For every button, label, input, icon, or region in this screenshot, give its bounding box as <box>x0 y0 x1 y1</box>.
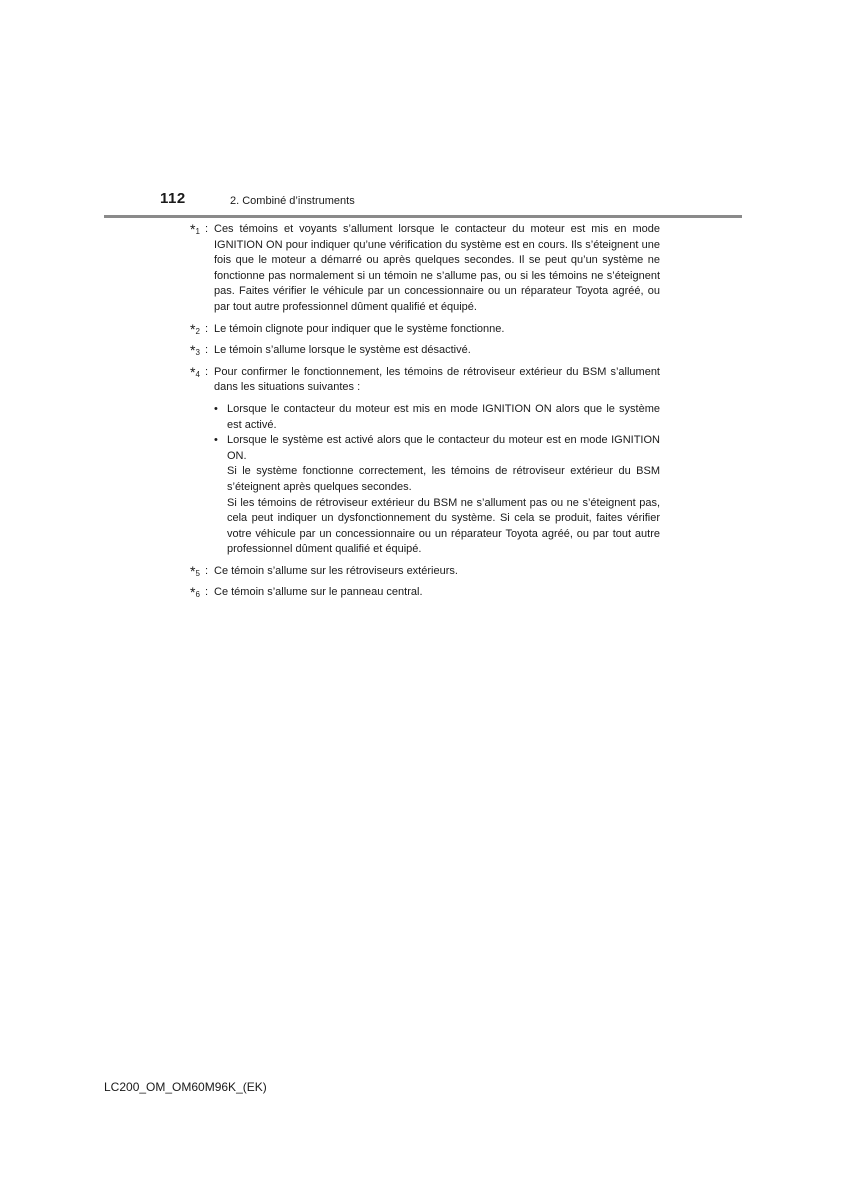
document-code: LC200_OM_OM60M96K_(EK) <box>104 1080 267 1094</box>
note-4: *$^4$ : Pour confirmer le fonctionnement, les témoins de rétroviseur extérieur du BSM s’allument dans les situations suivantes : • Lorsque le contacteur du moteur est mis en mode IGNITION ON alors que le système est activé. • Lorsque le système est activé alors que le contacteur du moteur est en mode IGNITION ON. Si le système fonctionne correctement, les témoins de rétroviseur extérieur du BSM s’éteignent après quelques secondes. Si les témoins de rétroviseur extérieur du BSM ne s’allument pas ou ne s’éteignent pas, cela peut indiquer un dysfonctionnement du système. Si cela se produit, faites vérifier votre véhicule par un concessionnaire ou un réparateur Toyota agréé, ou par tout autre professionnel dûment qualifié et équipé. <box>190 365 660 558</box>
bullet-list <box>214 402 660 558</box>
note-2: *$^2$ : Le témoin clignote pour indiquer que le système fonctionne. <box>190 322 660 338</box>
page-number: 112 <box>160 190 186 207</box>
note-marker: *$^4$ <box>190 363 200 380</box>
note-text: Ce témoin s’allume sur les rétroviseurs extérieurs. <box>214 564 458 577</box>
note-text: Ces témoins et voyants s’allument lorsque le contacteur du moteur est mis en mode IGNITION ON pour indiquer qu’une vérification du système est en cours. Ils s’éteignent une fois que le moteur a démarré ou après quelques secondes. Il se peut qu’un système ne fonctionne pas normalement si un témoin ne s’allume pas, ou si les témoins ne s’éteignent pas. Faites vérifier le véhicule par un concessionnaire ou un réparateur Toyota agréé, ou par tout autre professionnel dûment qualifié et équipé. <box>214 223 660 313</box>
note-marker: *$^5$ <box>190 562 200 579</box>
note-6: *$^6$ : Ce témoin s’allume sur le panneau central. <box>190 585 660 601</box>
bullet-text: Si le système fonctionne correctement, les témoins de rétroviseur extérieur du BSM s’éteignent après quelques secondes. <box>227 465 660 493</box>
note-text: Le témoin s’allume lorsque le système est désactivé. <box>214 344 471 357</box>
note-text: Ce témoin s’allume sur le panneau central. <box>214 586 423 599</box>
list-item <box>214 433 660 558</box>
note-marker: *$^1$ <box>190 221 200 237</box>
note-marker: *$^6$ <box>190 584 200 601</box>
note-intro: Pour confirmer le fonctionnement, les témoins de rétroviseur extérieur du BSM s’allument dans les situations suivantes : <box>214 365 660 394</box>
note-marker: *$^3$ <box>190 342 200 359</box>
bullet-icon: • <box>214 402 218 415</box>
note-5: *$^5$ : Ce témoin s’allume sur les rétroviseurs extérieurs. <box>190 564 660 580</box>
list-item <box>214 402 660 433</box>
bullet-text: Lorsque le système est activé alors que le contacteur du moteur est en mode IGNITION ON. <box>227 434 660 462</box>
section-title: 2. Combiné d’instruments <box>230 195 355 207</box>
bullet-icon: • <box>214 434 218 447</box>
notes-list <box>190 222 660 607</box>
header-rule <box>104 215 742 218</box>
note-3: *$^3$ : Le témoin s’allume lorsque le système est désactivé. <box>190 343 660 359</box>
note-text: Le témoin clignote pour indiquer que le système fonctionne. <box>214 322 505 335</box>
note-marker: *$^2$ <box>190 320 200 337</box>
bullet-text: Lorsque le contacteur du moteur est mis en mode IGNITION ON alors que le système est activé. <box>227 402 660 431</box>
note-1: *$^1$ : Ces témoins et voyants s’allument lorsque le contacteur du moteur est mis en mode IGNITION ON pour indiquer qu’une vérification du système est en cours. Ils s’éteignent une fois que le moteur a démarré ou après quelques secondes. Il se peut qu’un système ne fonctionne pas normalement si un témoin ne s’allume pas, ou si les témoins ne s’éteignent pas. Faites vérifier le véhicule par un concessionnaire ou un réparateur Toyota agréé, ou par tout autre professionnel dûment qualifié et équipé. <box>190 222 660 316</box>
note-text <box>214 365 660 558</box>
bullet-text: Si les témoins de rétroviseur extérieur du BSM ne s’allument pas ou ne s’éteignent pas, cela peut indiquer un dysfonctionnement du système. Si cela se produit, faites vérifier votre véhicule par un concessionnaire ou un réparateur Toyota agréé, ou par tout autre professionnel dûment qualifié et équipé. <box>227 496 660 556</box>
